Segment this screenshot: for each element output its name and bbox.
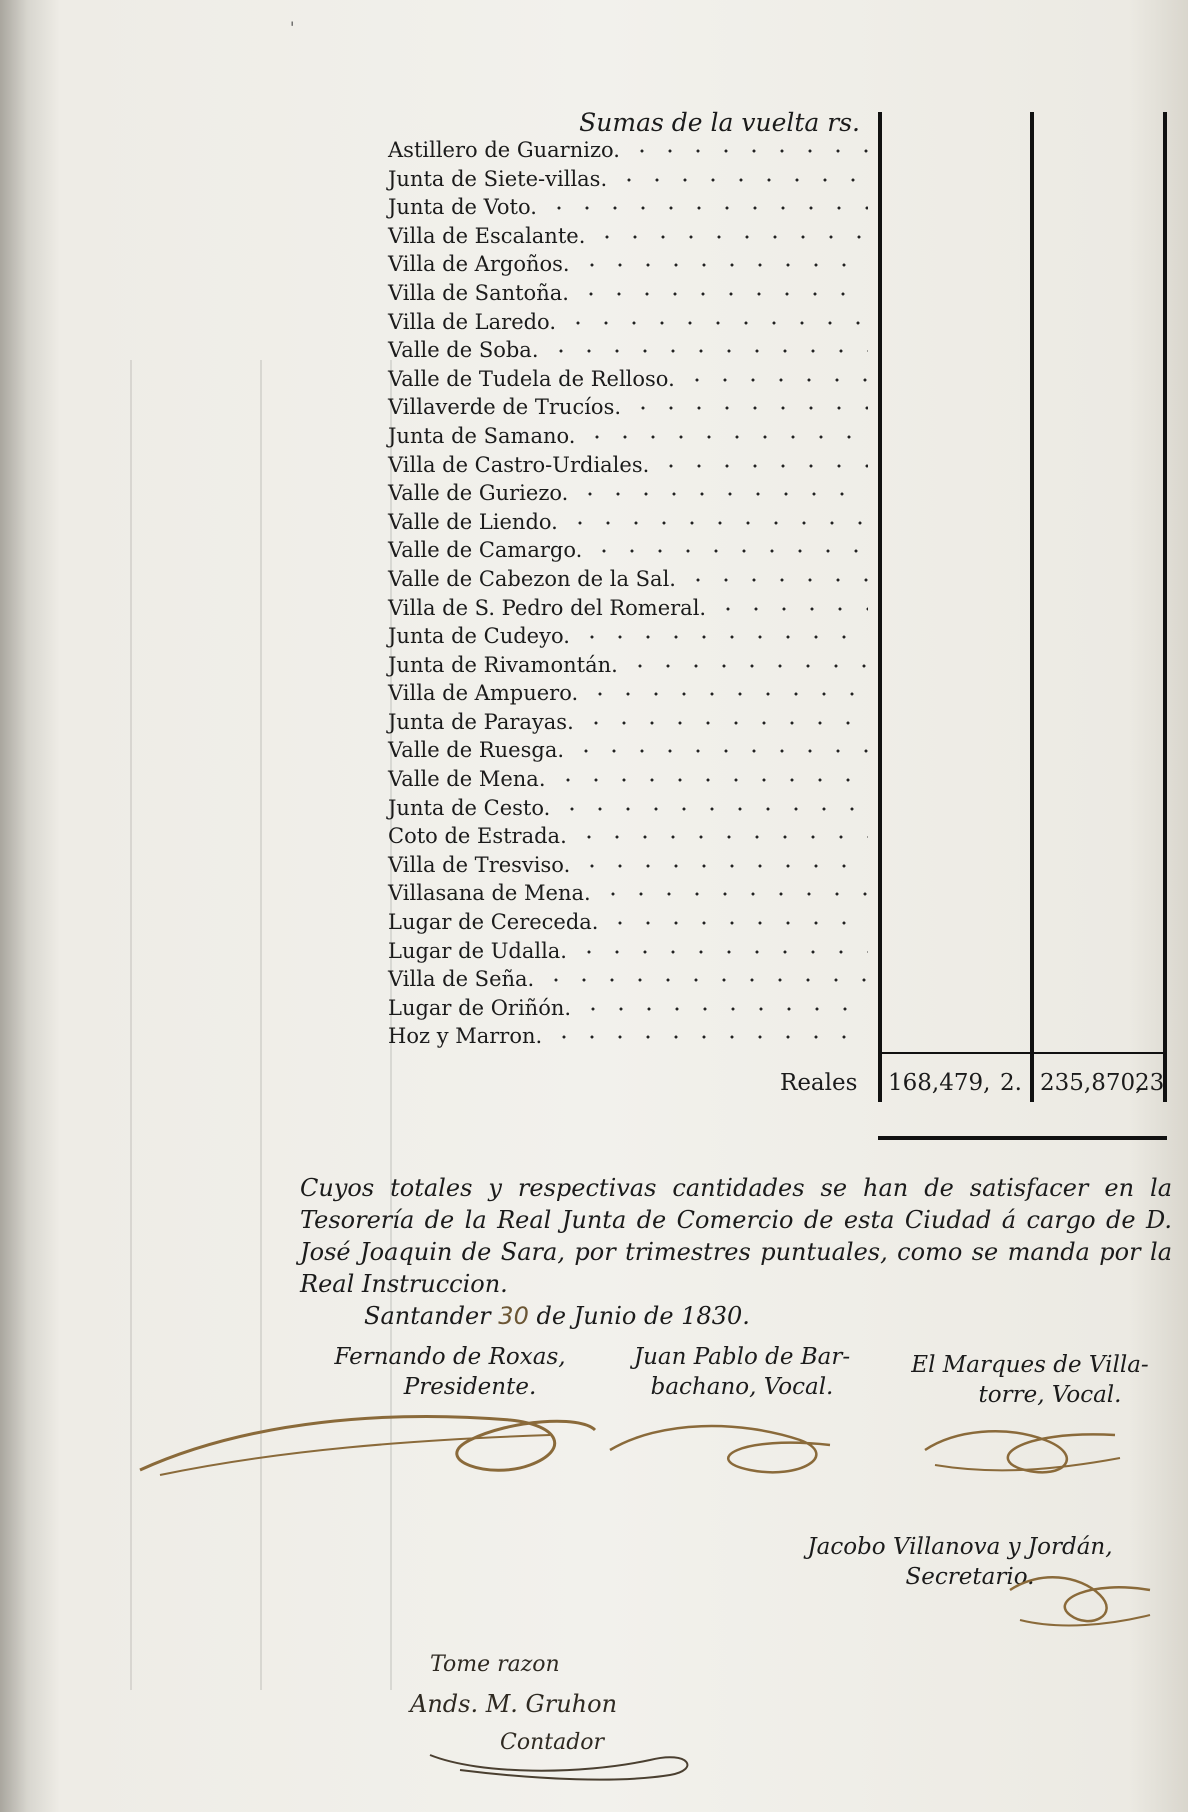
dot-leader [714,607,868,611]
table-row [388,681,1188,710]
table-row [388,767,1188,796]
place-name: Valle de Camargo. [388,538,583,563]
annotation-line3: Contador [500,1730,605,1755]
table-row [388,224,1188,253]
closing-day: 30 [498,1302,529,1330]
dot-leader [576,492,868,496]
place-name: Villa de Ampuero. [388,681,579,706]
dot-leader [683,378,868,382]
signatory-role: Secretario. [905,1564,1035,1590]
dot-leader [577,292,868,296]
place-name: Villa de Argoños. [388,252,570,277]
place-name: Junta de Voto. [388,195,537,220]
closing-place-date [300,1300,1172,1332]
signatory-vocal-2 [900,1350,1160,1410]
annotation-flourish [420,1735,720,1785]
dot-leader [684,578,868,582]
dot-leader [593,235,868,239]
totals-v1-fraction: 2. [1000,1070,1022,1096]
table-row [388,424,1188,453]
table-row [388,538,1188,567]
signatory-role: bachano, Vocal. [650,1374,834,1400]
column-rule-middle [1030,112,1034,1102]
signatory-vocal-1 [612,1342,872,1402]
place-name: Lugar de Oriñón. [388,995,572,1020]
dot-leader [615,178,868,182]
place-name: Hoz y Marron. [388,1024,543,1049]
table-row [388,853,1188,882]
table-row [388,138,1188,167]
place-name: Astillero de Guarnizo. [388,138,620,162]
dot-leader [606,921,868,925]
signatory-name: Juan Pablo de Bar- [633,1344,851,1370]
place-name: Junta de Cesto. [388,795,551,820]
signatory-role: Presidente. [403,1374,537,1400]
table-row [388,567,1188,596]
column-rule-left [878,112,882,1102]
carried-sums-label: Sumas de la vuelta rs. [579,108,860,137]
dot-leader [554,778,868,782]
totals-label: Reales [780,1070,858,1096]
place-name: Valle de Soba. [388,338,539,363]
bottom-rule [878,1136,1167,1140]
table-row [388,967,1188,996]
place-name: Lugar de Udalla. [388,938,567,963]
place-name: Junta de Parayas. [388,709,574,734]
dot-leader [582,721,868,725]
table-row [388,195,1188,224]
dot-leader [566,521,868,525]
dot-leader [579,1007,868,1011]
place-name: Valle de Ruesga. [388,738,565,763]
dot-leader [578,263,868,267]
signatory-name: El Marques de Villa- [911,1352,1149,1378]
place-name: Villa de Seña. [388,967,535,992]
signature-flourish-vocal-2 [915,1410,1135,1490]
place-name: Junta de Cudeyo. [388,624,570,649]
closing-place: Santander [364,1302,491,1330]
dot-leader [578,635,868,639]
totals-v1: 168,479, [888,1070,991,1096]
ledger-table [388,138,1188,1053]
place-name: Villa de Laredo. [388,309,557,334]
annotation-line2: Ands. M. Gruhon [410,1690,618,1718]
dot-leader [572,749,868,753]
table-row [388,824,1188,853]
dot-leader [575,835,868,839]
place-name: Junta de Samano. [388,423,576,448]
place-name: Valle de Liendo. [388,509,558,534]
place-name: Junta de Rivamontán. [388,652,618,677]
table-row [388,939,1188,968]
table-row [388,796,1188,825]
place-name: Villa de Santoña. [388,280,569,305]
closing-text: Cuyos totales y respectivas cantidades se han de satisfacer en la Tesorería de la Real Junta de Comercio de esta Ciudad á cargo de D. José Joaquin de Sara, por trimestres puntuales, como se manda por la Real Instruccion. [300,1174,1172,1298]
place-name: Villa de Escalante. [388,223,586,248]
dot-leader [550,1035,868,1039]
signature-flourish-vocal-1 [600,1410,860,1490]
table-row [388,453,1188,482]
place-name: Villa de S. Pedro del Romeral. [388,595,707,620]
column-rule-right [1163,112,1167,1102]
table-row [388,738,1188,767]
dot-leader [628,149,868,153]
dot-leader [542,978,868,982]
place-name: Valle de Tudela de Relloso. [388,366,675,391]
dot-leader [578,864,868,868]
table-row [388,1024,1188,1053]
annotation-line1: Tome razon [430,1652,560,1677]
totals-v2: 235,870, [1040,1070,1143,1096]
place-name: Junta de Siete-villas. [388,166,608,191]
table-row [388,510,1188,539]
table-row [388,252,1188,281]
place-name: Coto de Estrada. [388,824,567,849]
table-row [388,281,1188,310]
place-name: Villa de Tresviso. [388,852,571,877]
table-row [388,367,1188,396]
table-row [388,310,1188,339]
dot-leader [575,950,868,954]
table-row [388,596,1188,625]
dot-leader [586,692,868,696]
table-row [388,910,1188,939]
table-row [388,624,1188,653]
table-row [388,481,1188,510]
signatory-role: torre, Vocal. [978,1382,1122,1408]
closing-date-rest: de Junio de 1830. [536,1302,750,1330]
dot-leader [545,206,868,210]
place-name: Villa de Castro-Urdiales. [388,452,650,477]
carried-sums-row [388,110,1188,138]
subtotal-rule [878,1052,1167,1054]
dot-leader [629,406,868,410]
signature-flourish-president [130,1380,600,1490]
place-name: Lugar de Cereceda. [388,910,599,935]
place-name: Valle de Mena. [388,767,546,792]
dot-leader [599,892,868,896]
dot-leader [626,664,868,668]
dot-leader [547,349,868,353]
page-mark: ' [290,18,295,37]
table-row [388,338,1188,367]
table-row [388,710,1188,739]
signatory-name: Jacobo Villanova y Jordán, [807,1534,1113,1560]
dot-leader [590,549,868,553]
closing-paragraph [300,1172,1172,1332]
place-name: Villaverde de Trucíos. [388,395,622,420]
table-row [388,653,1188,682]
table-row [388,395,1188,424]
dot-leader [558,807,868,811]
signature-flourish-secretary [1000,1560,1160,1640]
place-name: Villasana de Mena. [388,881,591,906]
dot-leader [564,321,868,325]
place-name: Valle de Guriezo. [388,481,569,506]
table-row [388,881,1188,910]
table-row [388,996,1188,1025]
totals-v2-fraction: 23 [1135,1070,1165,1096]
dot-leader [657,464,868,468]
signatory-name: Fernando de Roxas, [334,1344,566,1370]
table-row [388,167,1188,196]
dot-leader [583,435,868,439]
place-name: Valle de Cabezon de la Sal. [388,566,676,591]
